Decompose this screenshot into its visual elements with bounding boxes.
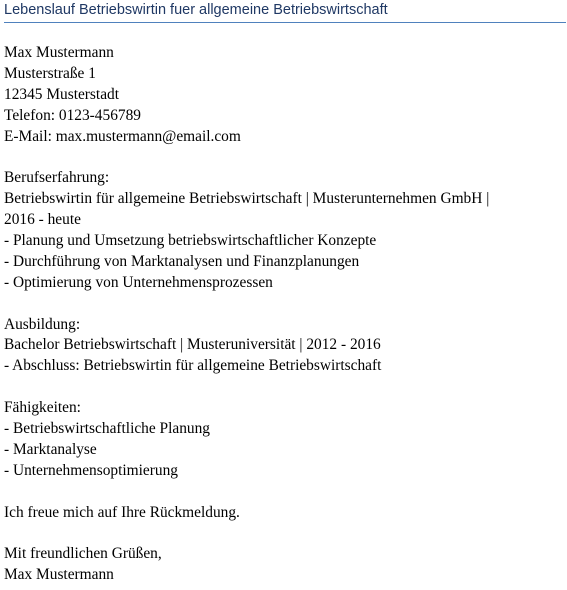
experience-section xyxy=(4,168,560,293)
education-degree: Bachelor Betriebswirtschaft | Musteruniversität | 2012 - 2016 xyxy=(4,336,381,354)
experience-heading: Berufserfahrung: xyxy=(4,169,110,187)
document-header xyxy=(4,0,566,23)
document-title: Lebenslauf Betriebswirtin fuer allgemeine Betriebswirtschaft xyxy=(4,2,388,18)
skill-item: - Unternehmensoptimierung xyxy=(4,461,178,479)
spacer xyxy=(4,294,560,315)
signature-name: Max Mustermann xyxy=(4,566,114,584)
experience-position: Betriebswirtin für allgemeine Betriebswirtschaft | Musterunternehmen GmbH | xyxy=(4,190,490,208)
skill-item: - Marktanalyse xyxy=(4,440,97,458)
experience-item: - Optimierung von Unternehmensprozessen xyxy=(4,273,273,291)
experience-item: - Planung und Umsetzung betriebswirtschaftlicher Konzepte xyxy=(4,232,377,250)
skill-item: - Betriebswirtschaftliche Planung xyxy=(4,420,211,438)
contact-street: Musterstraße 1 xyxy=(4,64,96,82)
contact-block xyxy=(4,43,560,147)
contact-city: 12345 Musterstadt xyxy=(4,85,119,103)
contact-email: E-Mail: max.mustermann@email.com xyxy=(4,127,241,145)
skills-heading: Fähigkeiten: xyxy=(4,399,81,417)
education-heading: Ausbildung: xyxy=(4,315,81,333)
spacer xyxy=(4,147,560,168)
spacer xyxy=(4,482,560,503)
education-section xyxy=(4,315,560,378)
contact-phone: Telefon: 0123-456789 xyxy=(4,106,141,124)
experience-item: - Durchführung von Marktanalysen und Finanzplanungen xyxy=(4,252,360,270)
spacer xyxy=(4,523,560,544)
spacer xyxy=(4,377,560,398)
education-graduation: - Abschluss: Betriebswirtin für allgemeine Betriebswirtschaft xyxy=(4,357,382,375)
document-body xyxy=(4,43,560,586)
closing-message: Ich freue mich auf Ihre Rückmeldung. xyxy=(4,503,240,521)
skills-section xyxy=(4,398,560,482)
contact-name: Max Mustermann xyxy=(4,44,114,61)
closing-greeting: Mit freundlichen Grüßen, xyxy=(4,545,162,563)
closing-section xyxy=(4,503,560,587)
experience-period: 2016 - heute xyxy=(4,211,81,229)
